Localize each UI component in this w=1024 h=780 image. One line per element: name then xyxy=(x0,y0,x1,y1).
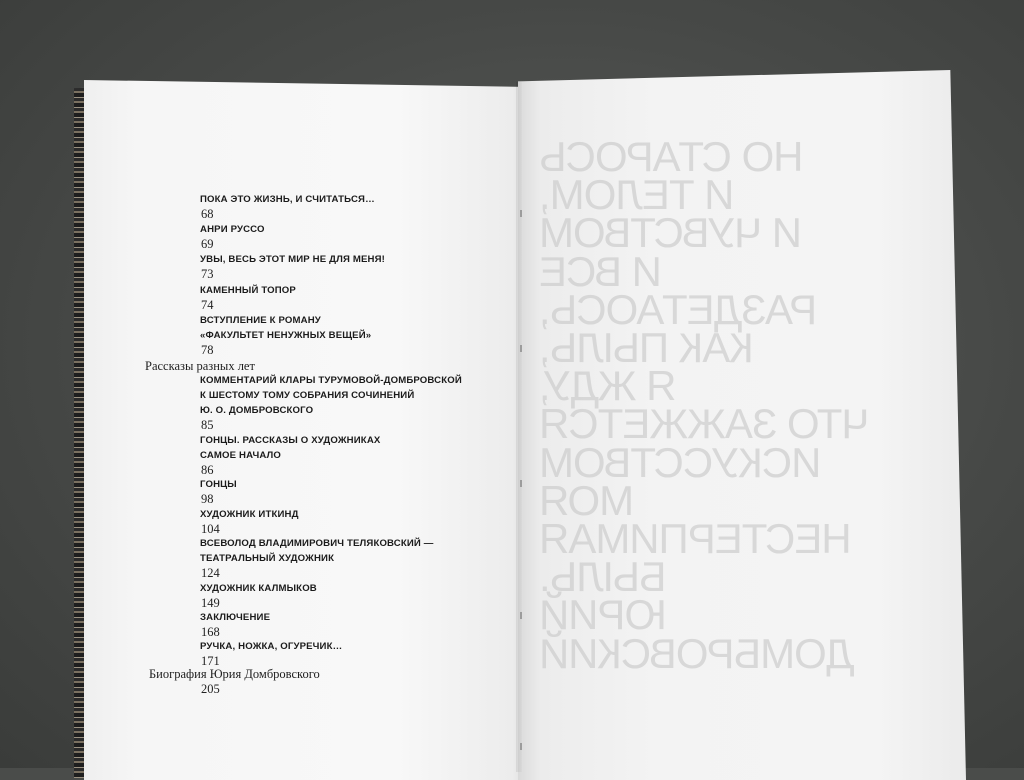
ghost-line: ИСКУССТВОМ xyxy=(540,438,822,486)
toc-page-number: 86 xyxy=(201,463,214,477)
toc-entry-title: ХУДОЖНИК ИТКИНД xyxy=(200,509,299,520)
ghost-line: ДОМБРОВСКИЙ xyxy=(540,629,855,677)
toc-page-number: 124 xyxy=(201,566,220,580)
toc-entry-title: РУЧКА, НОЖКА, ОГУРЕЧИК… xyxy=(200,641,343,652)
toc-page-number: 168 xyxy=(201,625,220,639)
toc-section-heading: Биография Юрия Домбровского xyxy=(149,667,320,681)
toc-section-heading: Рассказы разных лет xyxy=(145,359,255,373)
toc-page-number: 78 xyxy=(201,343,214,357)
binding-stitch xyxy=(520,612,522,619)
toc-page-number: 85 xyxy=(201,418,214,432)
ghost-line: ЧТО ЗАЖЖЕТСЯ xyxy=(540,400,870,448)
ghost-line: КАК ПЫЛЬ, xyxy=(540,324,754,372)
ghost-line: И ЧУВСТВОМ xyxy=(540,209,803,257)
ghost-line: НЕСТЕРПИМАЯ xyxy=(540,515,852,563)
toc-entry-title: ЗАКЛЮЧЕНИЕ xyxy=(200,612,271,623)
ghost-line: И ТЕЛОМ, xyxy=(540,171,735,219)
toc-page-number: 205 xyxy=(201,682,220,696)
ghost-line: МОЯ xyxy=(540,476,635,524)
toc-entry-title: ТЕАТРАЛЬНЫЙ ХУДОЖНИК xyxy=(200,553,335,564)
toc-page-number: 104 xyxy=(201,522,220,536)
toc-page-number: 171 xyxy=(201,654,220,668)
binding-stitch xyxy=(520,210,522,217)
toc-page-number: 98 xyxy=(201,492,214,506)
toc-entry-title: ГОНЦЫ xyxy=(200,479,237,490)
ghost-line: Я ЖДУ, xyxy=(540,362,677,410)
toc-entry-title: ПОКА ЭТО ЖИЗНЬ, И СЧИТАТЬСЯ… xyxy=(200,194,375,205)
toc-entry-title: УВЫ, ВЕСЬ ЭТОТ МИР НЕ ДЛЯ МЕНЯ! xyxy=(200,254,386,265)
toc-entry-title: АНРИ РУССО xyxy=(200,224,265,235)
right-page-show-through-text xyxy=(540,133,945,677)
ghost-line: ЮРИЙ xyxy=(540,591,667,639)
ghost-line: БЫЛЬ. xyxy=(540,553,667,601)
toc-entry-title: «ФАКУЛЬТЕТ НЕНУЖНЫХ ВЕЩЕЙ» xyxy=(200,330,372,341)
toc-page-number: 73 xyxy=(201,267,214,281)
toc-entry-title: КАМЕННЫЙ ТОПОР xyxy=(200,285,296,296)
toc-entry-title: ХУДОЖНИК КАЛМЫКОВ xyxy=(200,583,317,594)
toc-page-number: 149 xyxy=(201,596,220,610)
toc-page-number: 69 xyxy=(201,237,214,251)
binding-stitch xyxy=(520,480,522,487)
toc-entry-title: ГОНЦЫ. РАССКАЗЫ О ХУДОЖНИКАХ xyxy=(200,435,381,446)
ghost-line: НО СТАРОСЬ xyxy=(540,133,804,180)
toc-entry-title: Ю. О. ДОМБРОВСКОГО xyxy=(200,405,314,416)
binding-stitch xyxy=(520,743,522,750)
toc-entry-title: К ШЕСТОМУ ТОМУ СОБРАНИЯ СОЧИНЕНИЙ xyxy=(200,390,415,401)
ghost-line: РАЗДЕТАОСЬ, xyxy=(540,285,818,333)
toc-entry-title: ВСТУПЛЕНИЕ К РОМАНУ xyxy=(200,315,321,326)
binding-stitch xyxy=(520,345,522,352)
toc-entry-title: КОММЕНТАРИЙ КЛАРЫ ТУРУМОВОЙ-ДОМБРОВСКОЙ xyxy=(200,375,462,386)
book-gutter xyxy=(516,82,522,772)
toc-entry-title: ВСЕВОЛОД ВЛАДИМИРОВИЧ ТЕЛЯКОВСКИЙ — xyxy=(200,538,434,549)
toc-page-number: 68 xyxy=(201,207,214,221)
ghost-line: И ВСЕ xyxy=(540,247,662,295)
toc-page-number: 74 xyxy=(201,298,214,312)
toc-entry-title: САМОЕ НАЧАЛО xyxy=(200,450,282,461)
